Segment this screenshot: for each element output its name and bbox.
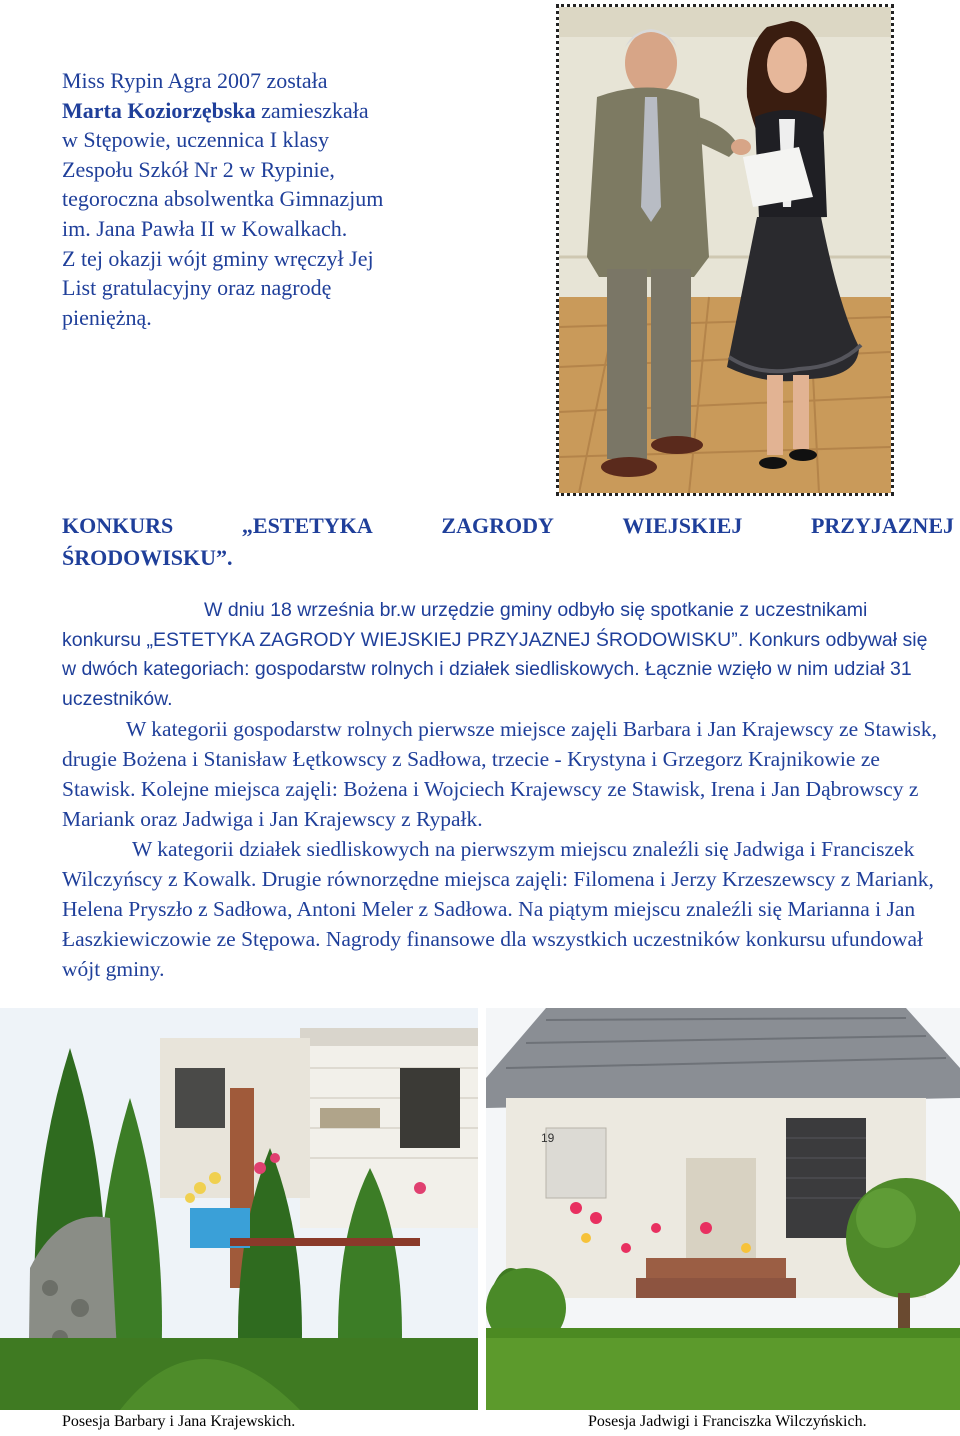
intro-line: Miss Rypin Agra 2007 została [62, 68, 328, 93]
krajewski-property-drawing [0, 1008, 478, 1410]
intro-line: im. Jana Pawła II w Kowalkach. [62, 215, 348, 241]
wilczynski-property-photo [486, 1008, 960, 1410]
intro-name: Marta Koziorzębska [62, 97, 256, 123]
intro-line [62, 96, 482, 126]
heading-word: ZAGRODY [441, 513, 554, 538]
intro-line: Z tej okazji wójt gminy wręczył Jej [62, 245, 374, 271]
article-paragraph: W kategorii działek siedliskowych na pierwszym miejscu znaleźli się Jadwiga i Franciszek Wilczyńscy z Kowalk. Drugie równorzędne miejsca zajęli: Filomena i Jerzy Krzeszewscy z Mariank, Helena Pryszło z Sadłowa, Antoni Meler z Sadłowa. Na piątym miejscu znaleźli się Marianna i Jan Łaszkiewiczowie ze Stępowa. Nagrody finansowe dla wszystkich uczestników konkursu ufundował wójt gminy. [62, 837, 934, 982]
intro-line: pieniężną. [62, 304, 152, 330]
krajewski-property-photo [0, 1008, 478, 1410]
intro-line-rest: zamieszkała [255, 97, 369, 123]
caption-right: Posesja Jadwigi i Franciszka Wilczyńskich. [588, 1413, 867, 1430]
contest-heading [62, 510, 954, 574]
heading-word: „ESTETYKA [241, 513, 373, 538]
wilczynski-property-drawing [486, 1008, 960, 1410]
caption-left: Posesja Barbary i Jana Krajewskich. [62, 1413, 296, 1430]
intro-line: List gratulacyjny oraz nagrodę [62, 275, 332, 301]
intro-line: tegoroczna absolwentka Gimnazjum [62, 186, 384, 212]
heading-word: KONKURS [62, 513, 174, 538]
ceremony-photo-drawing [559, 7, 891, 493]
article-paragraph: W kategorii gospodarstw rolnych pierwsze miejsce zajęli Barbara i Jan Krajewscy ze Stawisk, drugie Bożena i Stanisław Łętkowscy z Sadłowa, trzecie - Krystyna i Grzegorz Krajnikowie ze Stawisk. Kolejne miejsca zajęli: Bożena i Wojciech Krajewscy ze Stawisk, Irena i Jan Dąbrowscy z Mariank oraz Jadwiga i Jan Krajewscy z Rypałk. [62, 717, 937, 832]
intro-line: w Stępowie, uczennica I klasy [62, 127, 329, 153]
heading-word: PRZYJAZNEJ [810, 513, 954, 538]
intro-text [62, 66, 482, 332]
article-paragraph: W dniu 18 września br.w urzędzie gminy odbyło się spotkanie z uczestnikami konkursu „ESTETYKA ZAGRODY WIEJSKIEJ PRZYJAZNEJ ŚRODOWISKU”. Konkurs odbywał się w dwóch kategoriach: gospodarstw rolnych i działek siedliskowych. Łącznie wzięło w nim udział 31 uczestników. [62, 599, 928, 710]
ceremony-photo [556, 4, 894, 496]
article-body [62, 596, 940, 984]
intro-line: Zespołu Szkół Nr 2 w Rypinie, [62, 156, 335, 182]
heading-word: WIEJSKIEJ [622, 513, 743, 538]
house-number: 19 [541, 1131, 555, 1145]
heading-word: ŚRODOWISKU”. [62, 545, 233, 570]
